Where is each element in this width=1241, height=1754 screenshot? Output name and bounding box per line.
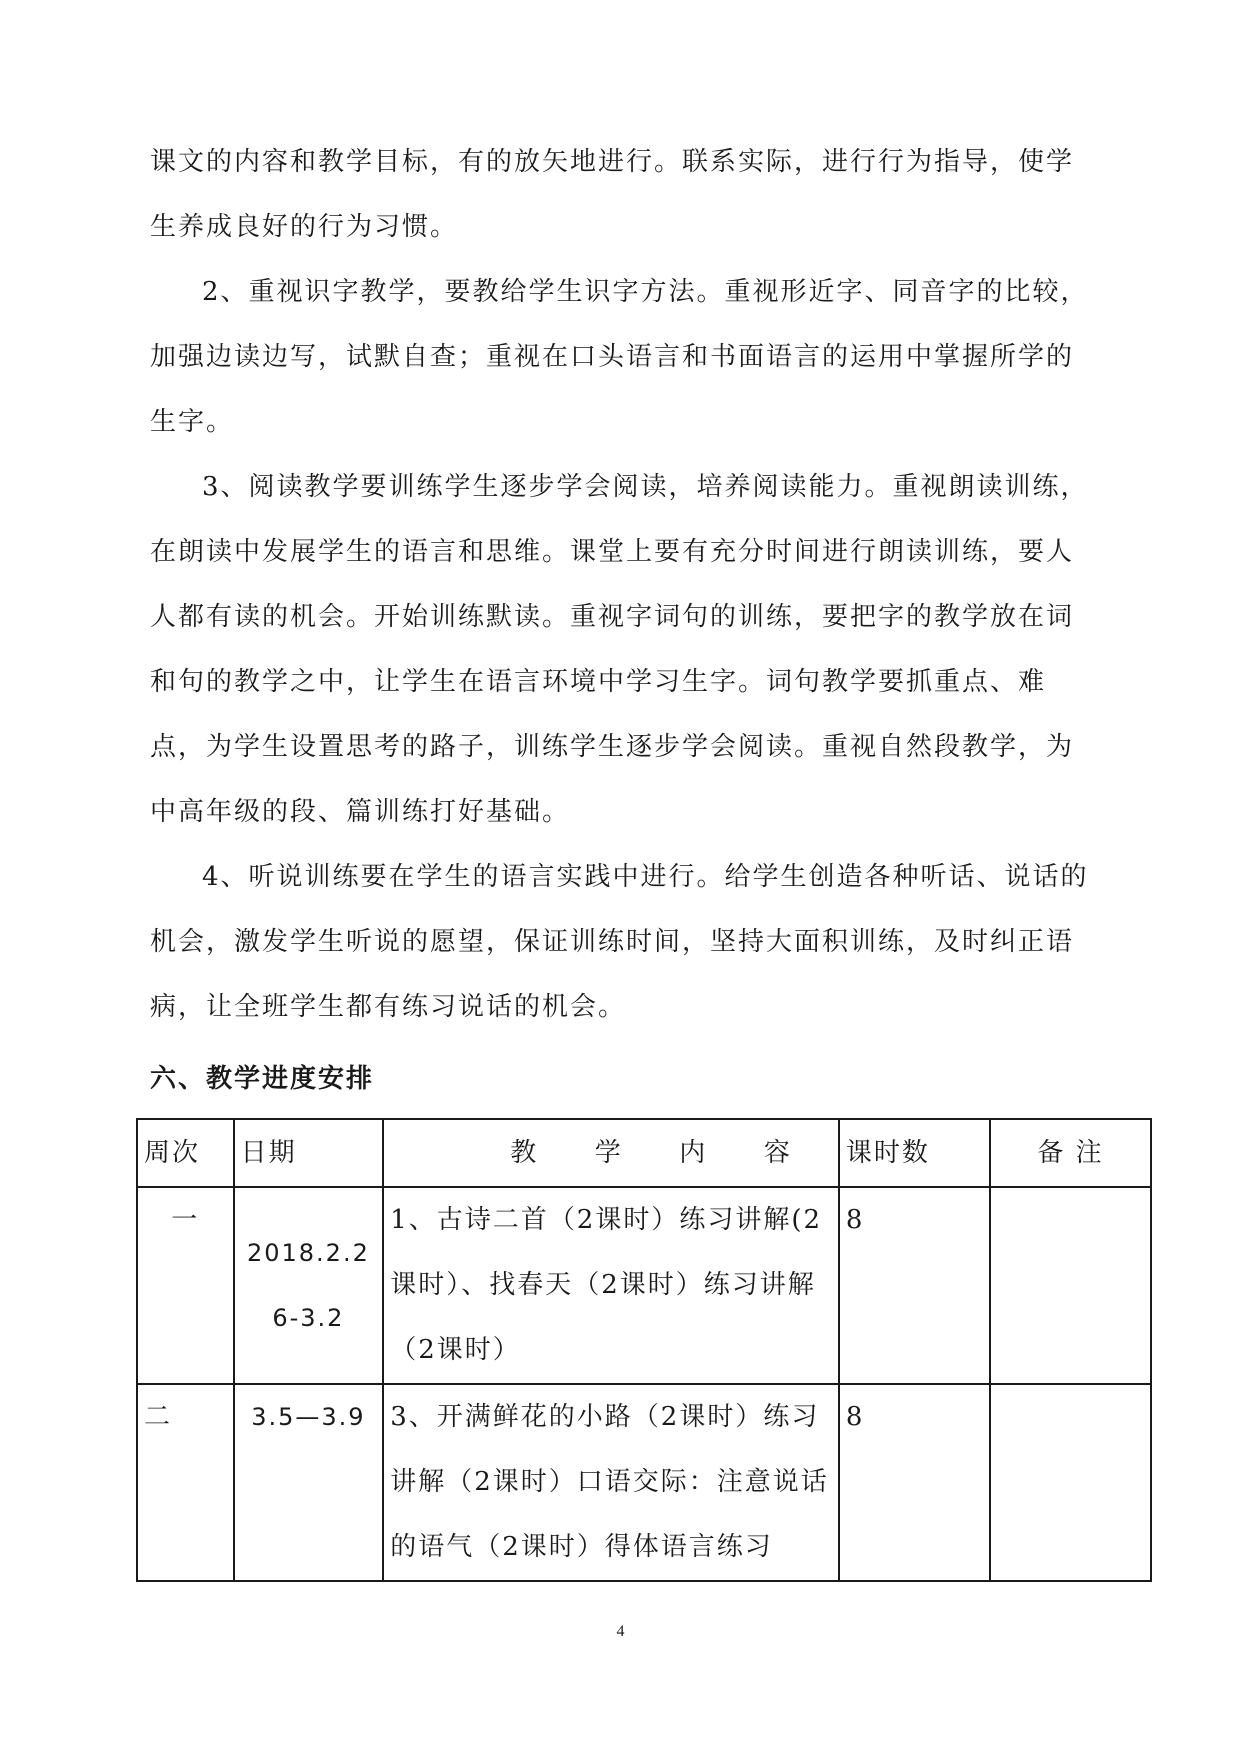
- table-row: [137, 1384, 1151, 1581]
- cell-content: 1、古诗二首（2课时）练习讲解(2课时）、找春天（2课时）练习讲解（2课时）: [383, 1187, 839, 1384]
- paragraph-continuation: 课文的内容和教学目标，有的放矢地进行。联系实际，进行行为指导，使学生养成良好的行为习惯。: [150, 147, 1075, 242]
- body-text: [150, 130, 1095, 1040]
- paragraph-listening-speaking: 4、听说训练要在学生的语言实践中进行。给学生创造各种听话、说话的机会，激发学生听说的愿望，保证训练时间，坚持大面积训练，及时纠正语病，让全班学生都有练习说话的机会。: [150, 862, 1089, 1022]
- cell-week: 一: [137, 1187, 234, 1384]
- page-number: 4: [616, 1623, 625, 1640]
- header-hours: 课时数: [839, 1119, 990, 1187]
- cell-hours: 8: [839, 1384, 990, 1581]
- header-content-char: 学: [594, 1137, 623, 1168]
- cell-week: 二: [137, 1384, 234, 1581]
- cell-hours: 8: [839, 1187, 990, 1384]
- header-content: [383, 1119, 839, 1187]
- header-content-char: 教: [510, 1137, 539, 1168]
- header-week: 周次: [137, 1119, 234, 1187]
- section-heading: 六、教学进度安排: [150, 1064, 375, 1094]
- table-row: [137, 1187, 1151, 1384]
- cell-date: 3.5—3.9: [234, 1384, 384, 1581]
- cell-date: 2018.2.2 6-3.2: [234, 1187, 384, 1384]
- header-content-char: 内: [679, 1137, 708, 1168]
- paragraph-reading: 3、阅读教学要训练学生逐步学会阅读，培养阅读能力。重视朗读训练，在朗读中发展学生的语言和思维。课堂上要有充分时间进行朗读训练，要人人都有读的机会。开始训练默读。重视字词句的训练，要把字的教学放在词和句的教学之中，让学生在语言环境中学习生字。词句教学要抓重点、难点，为学生设置思考的路子，训练学生逐步学会阅读。重视自然段教学，为中高年级的段、篇训练打好基础。: [150, 472, 1089, 827]
- paragraph-literacy: 2、重视识字教学，要教给学生识字方法。重视形近字、同音字的比较，加强边读边写，试默自查；重视在口头语言和书面语言的运用中掌握所学的生字。: [150, 277, 1089, 437]
- schedule-table: [136, 1118, 1152, 1582]
- cell-notes: [990, 1384, 1151, 1581]
- table-header-row: [137, 1119, 1151, 1187]
- header-content-char: 容: [763, 1137, 792, 1168]
- cell-notes: [990, 1187, 1151, 1384]
- header-notes: 备 注: [990, 1119, 1151, 1187]
- header-date: 日期: [234, 1119, 384, 1187]
- cell-content: 3、开满鲜花的小路（2课时）练习讲解（2课时）口语交际：注意说话的语气（2课时）得体语言练习: [383, 1384, 839, 1581]
